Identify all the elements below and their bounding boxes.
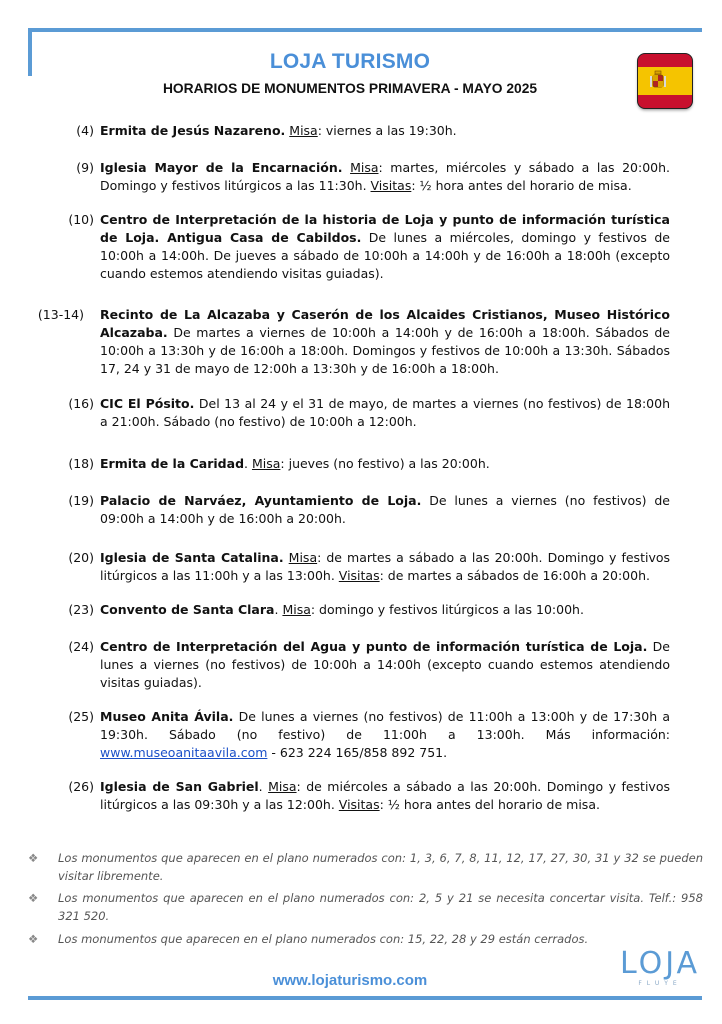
- entry-number: (10): [68, 212, 94, 227]
- entry-detail: : de martes a sábado a las 20:00h. Domingo y festivos litúrgicos a las 11:00h y a las 13:00h.: [100, 550, 670, 583]
- entry-text: [100, 159, 670, 195]
- monument-name: Ermita de la Caridad: [100, 456, 245, 471]
- page-title: LOJA TURISMO: [269, 50, 431, 73]
- entry-number: (24): [68, 639, 94, 654]
- entry-text: [100, 601, 670, 619]
- monument-name: Iglesia de San Gabriel: [100, 779, 259, 794]
- entry-detail: De lunes a miércoles, domingo y festivos de 10:00h a 14:00h. De jueves a sábado de 10:00h a 14:00h y de 16:00h a 18:00h (excepto cuando estemos atendiendo visitas guiadas).: [100, 230, 670, 281]
- monument-name: Recinto de La Alcazaba y Caserón de los Alcaides Cristianos, Museo Histórico Alcazaba.: [100, 307, 670, 340]
- entry-number: (20): [68, 550, 94, 565]
- entry-detail: [343, 160, 351, 175]
- visitas-label: Visitas: [338, 568, 380, 583]
- spain-flag-icon[interactable]: [638, 54, 692, 108]
- monument-name: Ermita de Jesús Nazareno.: [100, 123, 286, 138]
- misa-label: Misa: [350, 160, 379, 175]
- entry-detail: De lunes a viernes (no festivos) de 10:00h a 14:00h (excepto cuando estemos atendiendo visitas guiadas).: [100, 639, 670, 690]
- misa-label: Misa: [288, 550, 318, 565]
- visitas-label: Visitas: [338, 797, 380, 812]
- entry-detail: : de martes a sábados de 16:00h a 20:00h.: [379, 568, 650, 583]
- entry-number: (13-14): [37, 307, 84, 322]
- entry-detail: : martes, miércoles y sábado a las 20:00h. Domingo y festivos litúrgicos a las 11:30h.: [100, 160, 670, 193]
- misa-label: Misa: [268, 779, 297, 794]
- entry-detail: - 623 224 165/858 892 751.: [267, 745, 448, 760]
- monument-name: CIC El Pósito.: [100, 396, 195, 411]
- entry-number: (16): [68, 396, 94, 411]
- entry-number: (9): [76, 160, 94, 175]
- entry-number: (18): [68, 456, 94, 471]
- footer-website-link[interactable]: www.lojaturismo.com: [272, 972, 428, 989]
- monument-name: Centro de Interpretación de la historia de Loja y punto de información turística de Loja. Antigua Casa de Cabildos.: [100, 212, 670, 245]
- entry-detail: : ½ hora antes del horario de misa.: [411, 178, 632, 193]
- entry-text: [100, 778, 670, 814]
- entry-detail: .: [258, 779, 269, 794]
- entry-detail: : jueves (no festivo) a las 20:00h.: [280, 456, 490, 471]
- visitas-label: Visitas: [370, 178, 412, 193]
- diamond-bullet-icon: ❖: [28, 891, 39, 905]
- entry-text: [100, 492, 670, 528]
- entry-detail: .: [244, 456, 252, 471]
- diamond-bullet-icon: ❖: [28, 932, 39, 946]
- logo-wordmark: LOJA: [619, 946, 701, 981]
- diamond-bullet-icon: ❖: [28, 851, 39, 865]
- monument-name: Convento de Santa Clara: [100, 602, 275, 617]
- entry-number: (19): [68, 493, 94, 508]
- entry-number: (25): [68, 709, 94, 724]
- coat-of-arms-icon: [650, 70, 666, 90]
- entry-detail: : ½ hora antes del horario de misa.: [379, 797, 600, 812]
- bottom-border-line: [28, 996, 702, 1000]
- monument-name: Palacio de Narváez, Ayuntamiento de Loja.: [100, 493, 422, 508]
- entry-detail: : viernes a las 19:30h.: [317, 123, 457, 138]
- note-text: Los monumentos que aparecen en el plano numerados con: 2, 5 y 21 se necesita concertar visita. Telf.: 958 321 520.: [58, 891, 703, 923]
- entry-detail: : domingo y festivos litúrgicos a las 10:00h.: [310, 602, 584, 617]
- monument-name: Iglesia Mayor de la Encarnación.: [100, 160, 343, 175]
- entry-text: [100, 306, 670, 378]
- entry-text: [100, 455, 670, 473]
- entry-detail: De martes a viernes de 10:00h a 14:00h y de 16:00h a 18:00h. Sábados de 10:00h a 13:30h y de 16:00h a 18:00h. Domingos y festivos de 10:00h a 13:30h. Sábados 17, 24 y 31 de mayo de 12:00h a 13:30h y de 16:00h a 18:00h.: [100, 325, 670, 376]
- page-subtitle: HORARIOS DE MONUMENTOS PRIMAVERA - MAYO 2025: [162, 81, 538, 96]
- entry-text: [100, 211, 670, 283]
- entry-number: (26): [68, 779, 94, 794]
- entry-detail: .: [274, 602, 283, 617]
- note-text: Los monumentos que aparecen en el plano numerados con: 1, 3, 6, 7, 8, 11, 12, 17, 27, 30, 31 y 32 se pueden visitar libremente.: [58, 851, 703, 883]
- misa-label: Misa: [289, 123, 318, 138]
- entry-detail: : de miércoles a sábado a las 20:00h. Domingo y festivos litúrgicos a las 09:30h y a las 12:00h.: [100, 779, 670, 812]
- entry-text: [100, 549, 670, 585]
- monument-name: Iglesia de Santa Catalina.: [100, 550, 284, 565]
- entry-text: [100, 122, 670, 140]
- entry-text: [100, 708, 670, 762]
- misa-label: Misa: [251, 456, 281, 471]
- loja-logo: [618, 946, 702, 990]
- entry-number: (4): [76, 123, 94, 138]
- entry-detail: De lunes a viernes (no festivos) de 11:00h a 13:00h y de 17:30h a 19:30h. Sábado (no festivo) de 11:00h a 13:00h. Más información:: [100, 709, 670, 742]
- monument-name: Centro de Interpretación del Agua y punto de información turística de Loja.: [100, 639, 648, 654]
- logo-tagline: FLUYE: [638, 980, 682, 987]
- entry-detail: Del 13 al 24 y el 31 de mayo, de martes a viernes (no festivos) de 18:00h a 21:00h. Sábado (no festivo) de 10:00h a 12:00h.: [100, 396, 670, 429]
- entry-text: [100, 638, 670, 692]
- entry-number: (23): [68, 602, 94, 617]
- entry-text: [100, 395, 670, 431]
- museo-link[interactable]: www.museoanitaavila.com: [100, 745, 268, 760]
- monument-name: Museo Anita Ávila.: [100, 709, 234, 724]
- top-border-line: [28, 28, 702, 32]
- entry-detail: De lunes a viernes (no festivos) de 09:00h a 14:00h y de 16:00h a 20:00h.: [100, 493, 670, 526]
- misa-label: Misa: [282, 602, 311, 617]
- note-text: Los monumentos que aparecen en el plano numerados con: 15, 22, 28 y 29 están cerrados.: [58, 932, 589, 946]
